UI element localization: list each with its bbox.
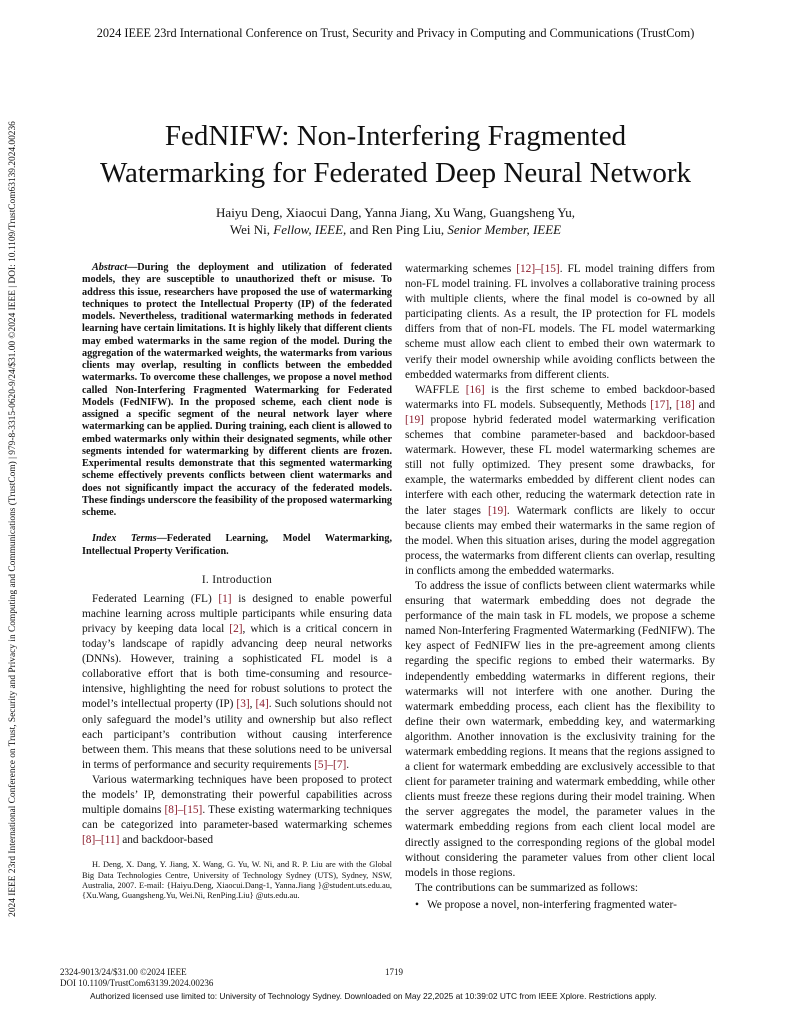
citation-link[interactable]: [3] — [236, 698, 250, 711]
paper-title — [60, 118, 731, 192]
senior-member-title: Senior Member, IEEE — [447, 222, 562, 237]
text-run: watermarking schemes — [405, 263, 517, 275]
text-run: . — [346, 758, 350, 771]
text-run: . Watermark conflicts are likely to occur because clients may embed their watermarks in the same region of the model. When this situation arises, during the model aggregation process, the watermarks from different clients can overlap, resulting in conflicts among the embedded watermarks. — [405, 504, 715, 577]
index-terms — [82, 533, 392, 558]
index-terms-text: —Federated Learning, Model Watermarking, Intellectual Property Verification. — [82, 533, 392, 557]
side-doi-text: 2024 IEEE 23rd International Conference on Trust, Security and Privacy in Computing and Communications (TrustCom) | 979-8-3315-0620-9/24/$31.00 ©2024 IEEE | DOI: 10.1109/TrustCom63139.2024.00236 — [8, 121, 18, 917]
footer-doi-line: DOI 10.1109/TrustCom63139.2024.00236 — [60, 978, 214, 988]
intro-paragraph-2 — [82, 773, 392, 848]
page-number: 1719 — [385, 967, 403, 977]
conference-header: 2024 IEEE 23rd International Conference on Trust, Security and Privacy in Computing and Communications (TrustCom) — [96, 26, 695, 40]
footer-copyright — [60, 967, 213, 989]
intro-paragraph-3 — [405, 262, 715, 383]
authorized-use-notice: Authorized licensed use limited to: University of Technology Sydney. Downloaded on May 22,2025 at 10:39:02 UTC from IEEE Xplore. Restrictions apply. — [90, 991, 657, 1001]
citation-link[interactable]: [2] — [229, 622, 243, 635]
citation-link[interactable]: [16] — [465, 383, 485, 396]
text-run: is the first scheme to embed backdoor-based watermarks into FL models. Subsequently, Methods — [405, 383, 716, 411]
abstract — [82, 262, 392, 519]
authors-line-2 — [60, 221, 731, 238]
citation-link[interactable]: [17] — [650, 398, 670, 411]
author-list — [60, 204, 731, 238]
left-column — [82, 262, 392, 902]
text-run: propose hybrid federated model watermarking verification schemes that combine parameter-based and backdoor-based watermark. However, these FL model watermarking schemes are still not fully optimized. They present some drawbacks, for example, the watermarks embedded by different client nodes can interfere with each other, reducing the watermark detection rate in the later stages — [405, 413, 715, 517]
citation-link[interactable]: [8]–[15] — [164, 804, 203, 817]
text-run: WAFFLE — [415, 383, 466, 396]
footer-price-line: 2324-9013/24/$31.00 ©2024 IEEE — [60, 967, 187, 977]
text-run: , — [249, 698, 256, 711]
text-run: . These existing watermarking techniques can be categorized into parameter-based watermarking schemes — [82, 804, 392, 832]
citation-link[interactable]: [1] — [218, 592, 232, 605]
author-wei-ni: Wei Ni, — [229, 222, 274, 237]
author-ren-ping-liu: and Ren Ping Liu, — [346, 222, 448, 237]
right-column — [405, 262, 715, 913]
text-run: . Such solutions should not only safeguard the model’s utility and ownership but also reflect each participant’s contribution without causing interference between them. This means that these solutions need to be universal in terms of performance and security requirements — [82, 698, 393, 771]
fellow-title: Fellow, IEEE, — [273, 222, 347, 237]
intro-paragraph-1 — [82, 592, 392, 773]
title-line-2: Watermarking for Federated Deep Neural Network — [99, 157, 692, 189]
abstract-text: —During the deployment and utilization of federated models, they are susceptible to unauthorized theft or misuse. To address this issue, researchers have proposed the use of watermarking techniques to protect the Intellectual Property (IP) of the federated models. Nevertheless, traditional watermarking methods in federated learning have certain limitations. It is highly likely that different clients may embed watermarks in the same region of the model. During the aggregation of the watermarked weights, the watermarks from various clients may overlap, resulting in conflicts between the embedded watermarks. To overcome these challenges, we propose a novel method called Non-Interfering Fragmented Watermarking for Federated Models (FedNIFW). In the proposed scheme, each client node is assigned a specific segment of the neural network layer where watermarking can be applied. During training, each client is allowed to embed watermarks only within their designated segments, while other segments intended for watermarking by different clients are frozen. Experimental results demonstrate that this segmented watermarking scheme effectively prevents conflicts between client watermarks and does not significantly impact the accuracy of the federated models. These findings underscore the feasibility of the proposed watermarking scheme. — [82, 262, 392, 518]
bullet-dot-icon: • — [415, 898, 419, 911]
citation-link[interactable]: [19] — [488, 504, 507, 517]
citation-link[interactable]: [19] — [405, 413, 424, 426]
bullet-text: We propose a novel, non-interfering fragmented water- — [426, 898, 677, 911]
contribution-bullet-1 — [415, 898, 715, 913]
side-doi-strip — [6, 70, 20, 968]
text-run: and — [694, 398, 715, 411]
section-heading-introduction: I. Introduction — [201, 573, 273, 586]
citation-link[interactable]: [18] — [675, 398, 695, 411]
citation-link[interactable]: [8]–[11] — [82, 834, 120, 847]
text-run: , which is a critical concern in today’s landscape of rapidly advancing deep neural networks (DNNs). However, training a sophisticated FL model is a collaborative effort that is both time-consuming and resource-intensive, highlighting the need for robust solutions to protect the model’s intellectual property (IP) — [82, 622, 392, 711]
citation-link[interactable]: [4] — [255, 698, 269, 711]
intro-paragraph-5: To address the issue of conflicts between client watermarks while ensuring that watermark embedding does not degrade the performance of the main task in FL models, we propose a scheme named Non-Interfering Fragmented Watermarking (FedNIFW). The key aspect of FedNIFW lies in the pre-agreement among clients regarding the specific regions to embed their watermarks. By independently embedding watermarks in different regions, their watermarks will not interfere with one another. During the watermark embedding process, each client has the flexibility to define their own watermark, embedding key, and watermarking algorithm. Another innovation is the exclusivity training for the watermark embedding regions. It means that the regions assigned to a client for watermark embedding are exclusively accessible to that client for parameter training and watermark embedding, while other clients must freeze these regions during their model training. When the server aggregates the model, the parameter values in the watermark embedding regions from each client local model are directly assigned to the corresponding regions of the global model without considering the parameter values from other client local models in those regions. — [405, 579, 715, 879]
text-run: and backdoor-based — [119, 834, 214, 847]
intro-paragraph-4 — [405, 383, 715, 579]
text-run: Various watermarking techniques have been proposed to protect the models’ IP, demonstrating their powerful capabilities across multiple domains — [82, 773, 392, 817]
text-run: . FL model training differs from non-FL model training. FL involves a collaborative training process with multiple clients, where the final model is co-owned by all participating clients. As a result, the IP protection for FL models differs from that of non-FL models. The FL model watermarking scheme must allow each client to embed their own watermark to verify their model ownership while avoiding conflicts between the embedded watermarks from different clients. — [405, 263, 715, 381]
text-run: , — [669, 398, 676, 411]
authors-line-1: Haiyu Deng, Xiaocui Dang, Yanna Jiang, Xu Wang, Guangsheng Yu, — [216, 205, 575, 220]
title-line-1: FedNIFW: Non-Interfering Fragmented — [164, 120, 627, 152]
text-run: is designed to enable powerful machine learning across multiple participants while ensuring data privacy by keeping data local — [82, 592, 393, 635]
author-affiliation-footnote: H. Deng, X. Dang, Y. Jiang, X. Wang, G. Yu, W. Ni, and R. P. Liu are with the Global Big Data Technologies Centre, University of Technology Sydney (UTS), Sydney, NSW, Australia, 2007. E-mail: {Haiyu.Deng, Xiaocui.Dang-1, Yanna.Jiang }@student.uts.edu.au, {Xu.Wang, Guangsheng.Yu, Wei.Ni, RenPing.Liu} @uts.edu.au. — [82, 860, 392, 901]
abstract-label: Abstract — [92, 262, 128, 273]
text-run: Federated Learning (FL) — [92, 592, 219, 605]
citation-link[interactable]: [12]–[15] — [516, 263, 560, 275]
citation-link[interactable]: [5]–[7] — [314, 758, 347, 771]
contributions-intro: The contributions can be summarized as follows: — [415, 881, 639, 894]
index-terms-label: Index Terms — [92, 533, 157, 545]
